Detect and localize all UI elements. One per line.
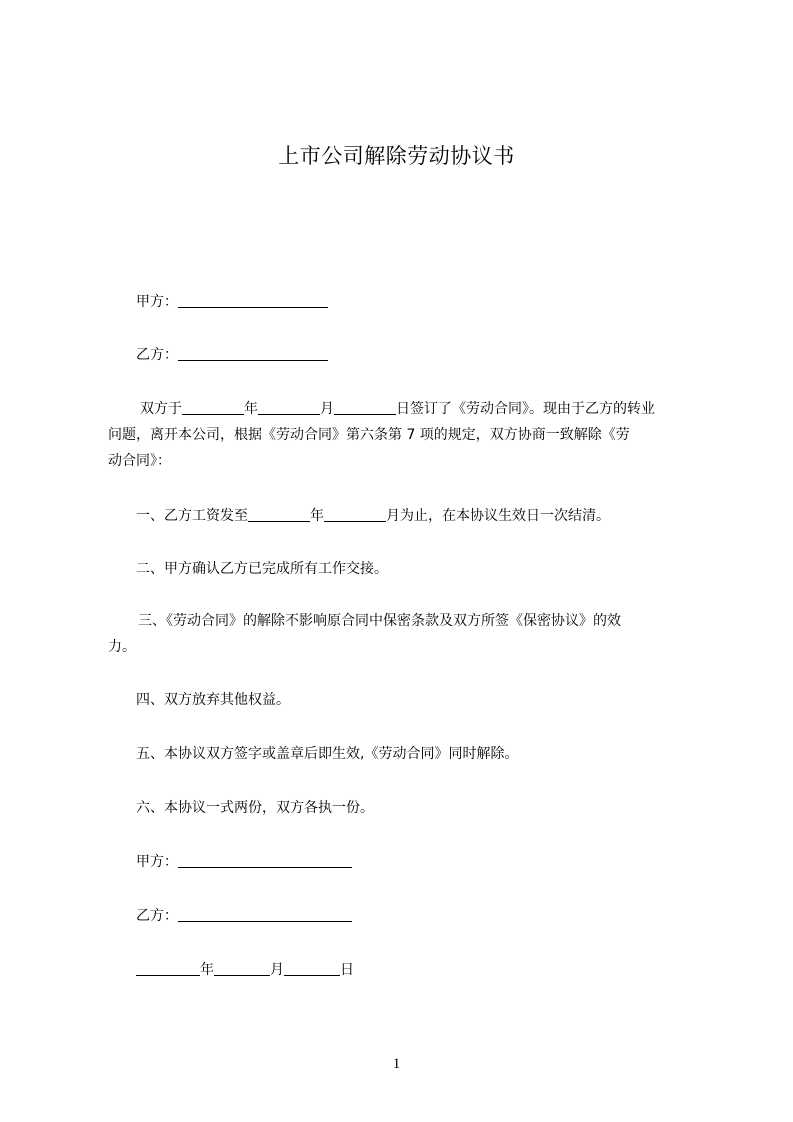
intro-paragraph xyxy=(108,396,668,474)
intro-text-4: 日签订了《劳动合同》。现由于乙方的转业 xyxy=(396,401,655,417)
clause-3-line-2: 力。 xyxy=(108,639,136,655)
clause-3-line-1: 三、《劳动合同》的解除不影响原合同中保密条款及双方所签《保密协议》的效 xyxy=(138,613,621,629)
date-month-blank xyxy=(214,961,270,976)
clause-1-text-1: 一、乙方工资发至 xyxy=(136,508,248,524)
clause-1-text-year: 年 xyxy=(310,508,324,524)
page-number: 1 xyxy=(392,1056,401,1072)
date-month-label: 月 xyxy=(270,962,284,978)
party-b-blank xyxy=(178,346,328,361)
intro-year-blank xyxy=(182,400,244,415)
sign-party-b-blank xyxy=(178,907,352,922)
clause-6: 六、本协议一式两份，双方各执一份。 xyxy=(136,800,374,816)
intro-line-3: 动合同》： xyxy=(108,453,171,469)
sign-party-a-label: 甲方： xyxy=(136,854,178,870)
clause-1-month-blank xyxy=(324,507,386,522)
sign-party-b-label: 乙方： xyxy=(136,908,178,924)
party-b-label: 乙方： xyxy=(136,347,178,363)
party-a-blank xyxy=(178,293,328,308)
signing-date-line xyxy=(136,959,354,980)
clause-2: 二、甲方确认乙方已完成所有工作交接。 xyxy=(136,561,388,577)
party-b-line xyxy=(136,344,328,365)
intro-day-blank xyxy=(334,400,396,415)
clause-1 xyxy=(136,505,610,526)
intro-text-month: 月 xyxy=(320,401,334,417)
date-day-blank xyxy=(284,961,340,976)
intro-month-blank xyxy=(258,400,320,415)
document-title: 上市公司解除劳动协议书 xyxy=(278,144,515,168)
date-year-blank xyxy=(136,961,200,976)
intro-text-1: 双方于 xyxy=(140,401,182,417)
date-day-label: 日 xyxy=(340,962,354,978)
party-a-label: 甲方： xyxy=(136,294,178,310)
clause-4: 四、双方放弃其他权益。 xyxy=(136,692,290,708)
sign-party-b-line xyxy=(136,905,352,926)
clause-5: 五、本协议双方签字或盖章后即生效,《劳动合同》同时解除。 xyxy=(136,746,519,762)
party-a-line xyxy=(136,291,328,312)
sign-party-a-blank xyxy=(178,853,352,868)
date-year-label: 年 xyxy=(200,962,214,978)
clause-3 xyxy=(108,608,668,660)
intro-line-2: 问题，离开本公司，根据《劳动合同》第六条第 7 项的规定，双方协商一致解除《劳 xyxy=(108,427,630,443)
clause-1-year-blank xyxy=(248,507,310,522)
intro-text-year: 年 xyxy=(244,401,258,417)
intro-line-1 xyxy=(108,396,668,422)
sign-party-a-line xyxy=(136,851,352,872)
clause-1-text-3: 月为止，在本协议生效日一次结清。 xyxy=(386,508,610,524)
